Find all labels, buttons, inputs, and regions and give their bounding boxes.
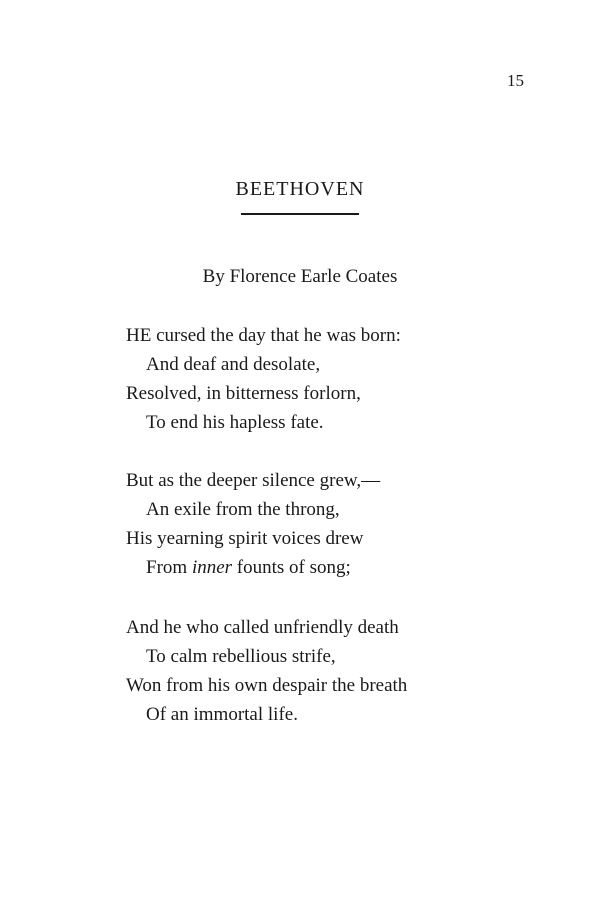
page-number: 15 <box>507 71 524 90</box>
poem-line: To end his hapless fate. <box>146 412 324 433</box>
poem-byline: By Florence Earle Coates <box>202 266 398 287</box>
poem-line: Won from his own despair the breath <box>126 675 408 696</box>
stanza-3 <box>126 613 546 729</box>
line-text-before: From <box>146 557 192 578</box>
title-divider <box>241 213 359 215</box>
poem-title: BEETHOVEN <box>235 178 365 200</box>
poem-line: And he who called unfriendly death <box>126 617 399 638</box>
poem-line: An exile from the throng, <box>146 499 340 520</box>
poem-line: To calm rebellious strife, <box>146 646 336 667</box>
poem-line: And deaf and desolate, <box>146 354 321 375</box>
poem-line: His yearning spirit voices drew <box>126 528 364 549</box>
poem-line: Of an immortal life. <box>146 704 298 725</box>
line-text-after: founts of song; <box>232 557 351 578</box>
stanza-2 <box>126 466 546 582</box>
poem-line: Resolved, in bitterness forlorn, <box>126 383 361 404</box>
emphasized-word: inner <box>191 557 233 578</box>
poem-line: But as the deeper silence grew,— <box>126 470 381 491</box>
poem-line: HE cursed the day that he was born: <box>126 325 401 346</box>
poem-line-with-emphasis <box>126 553 546 582</box>
stanza-1 <box>126 321 546 437</box>
